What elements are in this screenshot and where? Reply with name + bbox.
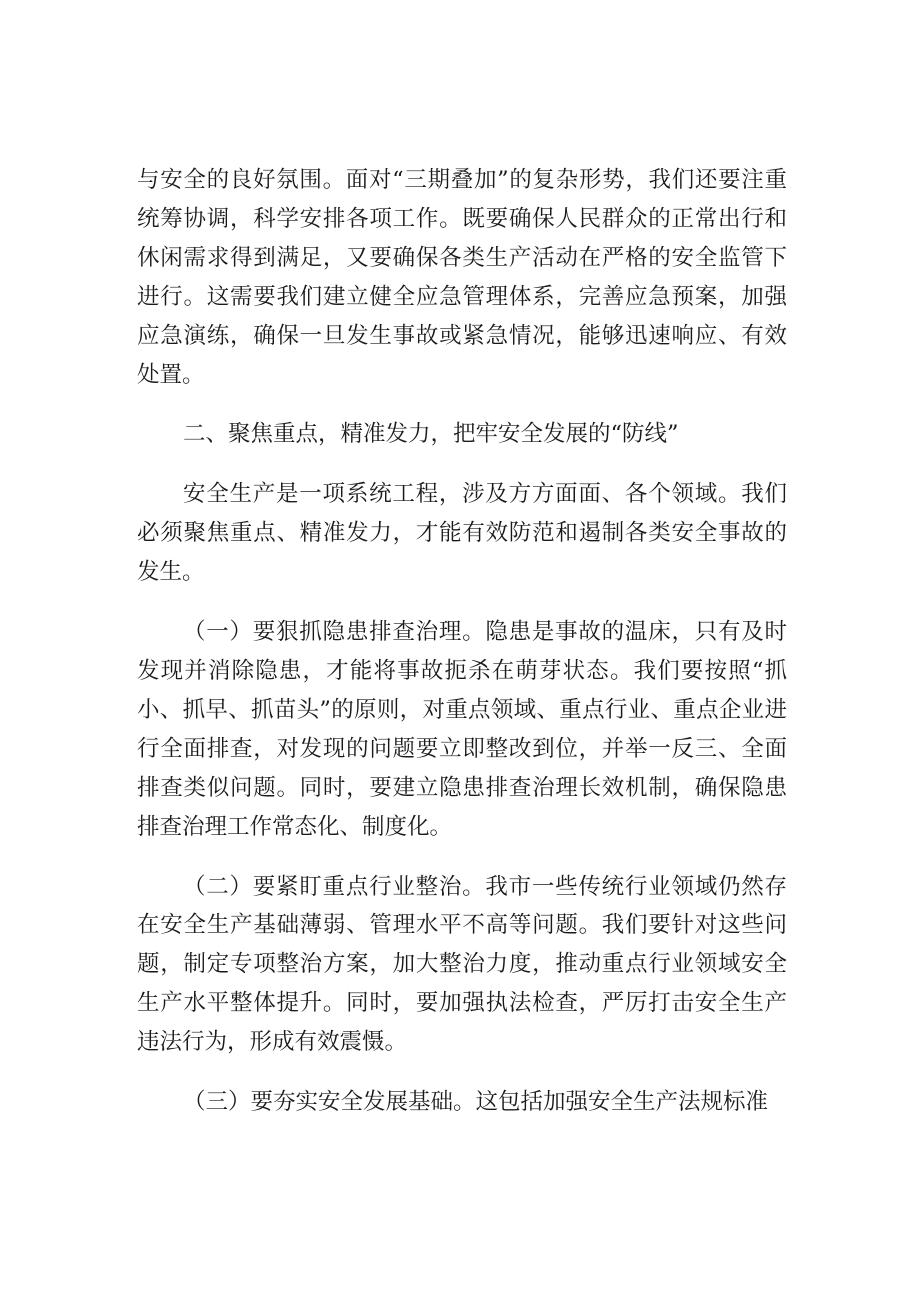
section-heading-two: 二、聚焦重点，精准发力，把牢安全发展的“防线” xyxy=(183,421,679,448)
paragraph-item-three: （三）要夯实安全发展基础。这包括加强安全生产法规标准 xyxy=(183,1089,769,1116)
paragraph-item-two: （二）要紧盯重点行业整治。我市一些传统行业领域仍然存在安全生产基础薄弱、管理水平不高等问题。我们要针对这些问题，制定专项整治方案，加大整治力度，推动重点行业领域安全生产水平整体提升。同时，要加强执法检查，严厉打击安全生产违法行为，形成有效震慑。 xyxy=(137,873,787,1056)
paragraph-closing-section-one: 与安全的良好氛围。面对“三期叠加”的复杂形势，我们还要注重统筹协调，科学安排各项工作。既要确保人民群众的正常出行和休闲需求得到满足，又要确保各类生产活动在严格的安全监管下进行。这需要我们建立健全应急管理体系，完善应急预案，加强应急演练，确保一旦发生事故或紧急情况，能够迅速响应、有效处置。 xyxy=(137,167,787,388)
paragraph-item-one: （一）要狠抓隐患排查治理。隐患是事故的温床，只有及时发现并消除隐患，才能将事故扼杀在萌芽状态。我们要按照“抓小、抓早、抓苗头”的原则，对重点领域、重点行业、重点企业进行全面排查，对发现的问题要立即整改到位，并举一反三、全面排查类似问题。同时，要建立隐患排查治理长效机制，确保隐患排查治理工作常态化、制度化。 xyxy=(137,619,787,840)
document-body xyxy=(137,161,787,1143)
paragraph-intro-section-two: 安全生产是一项系统工程，涉及方方面面、各个领域。我们必须聚焦重点、精准发力，才能有效防范和遏制各类安全事故的发生。 xyxy=(137,481,787,586)
